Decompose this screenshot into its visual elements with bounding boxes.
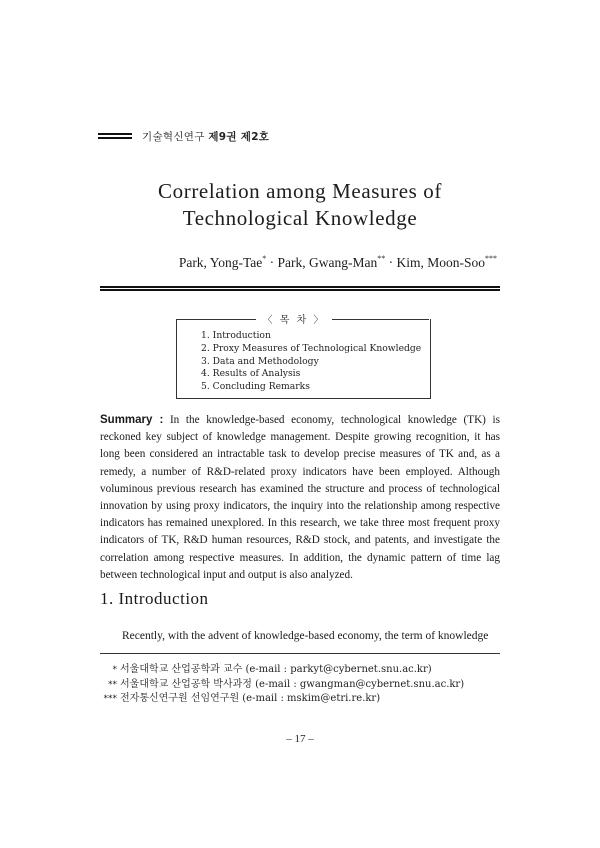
journal-name — [142, 129, 269, 144]
footnote-2 — [100, 678, 464, 693]
author-separator: · — [269, 255, 275, 270]
author-3-mark: *** — [485, 254, 497, 263]
author-separator: · — [388, 255, 394, 270]
paper-title-line-2: Technological Knowledge — [182, 206, 418, 230]
footnote-divider — [100, 653, 500, 654]
title-divider — [100, 286, 500, 291]
paper-title — [60, 178, 540, 232]
toc-border-left — [176, 319, 256, 320]
toc-heading: 〈 목 차 〉 — [262, 315, 326, 326]
author-1: Park, Yong-Tae — [178, 255, 263, 270]
abstract-label: Summary : — [100, 414, 164, 426]
author-2-mark: ** — [377, 254, 386, 263]
footnote-mark: * — [112, 665, 117, 675]
abstract-body: In the knowledge-based economy, technological knowledge (TK) is reckoned key subject of knowledge management. Despite growing recognition, it has long been considered an intractable task to develop precise measures of TK and, as a remedy, a number of R&D-related proxy indicators have been employed. Although voluminous previous research has examined the structure and process of technological innovation by using proxy indicators, the inquiry into the relationship among respective indicators has remained unexplored. In this research, we take three most frequent proxy indicators of TK, R&D human resources, R&D stock, and patents, and investigate the correlation among respective measures. In addition, the dynamic pattern of time lag between technological input and output is also analyzed. — [100, 414, 500, 581]
footnote-text: 서울대학교 산업공학 박사과정 (e-mail : gwangman@cybernet.snu.ac.kr) — [120, 678, 465, 690]
author-list — [179, 254, 497, 271]
footnote-mark: *** — [103, 694, 117, 704]
body-paragraph: Recently, with the advent of knowledge-based economy, the term of knowledge — [122, 630, 489, 642]
footnote-3 — [100, 692, 464, 707]
author-2: Park, Gwang-Man — [277, 255, 378, 270]
footnote-mark: ** — [108, 679, 117, 690]
toc-item-3: 3. Data and Methodology — [201, 355, 319, 367]
abstract — [100, 412, 500, 584]
author-3: Kim, Moon-Soo — [396, 255, 485, 270]
footnote-1 — [100, 663, 464, 678]
toc-item-4: 4. Results of Analysis — [201, 368, 301, 380]
page-number: – 17 – — [286, 733, 314, 745]
author-1-mark: * — [262, 254, 267, 263]
footnote-text: 서울대학교 산업공학과 교수 (e-mail : parkyt@cybernet.snu.ac.kr) — [120, 664, 432, 675]
toc-item-1: 1. Introduction — [201, 330, 271, 341]
header-rule-left — [98, 133, 132, 139]
section-heading-introduction: 1. Introduction — [100, 589, 209, 608]
journal-volume: 제9권 제2호 — [208, 130, 270, 143]
toc-item-5: 5. Concluding Remarks — [201, 381, 310, 393]
journal-title: 기술혁신연구 — [142, 130, 205, 143]
footnotes — [100, 663, 464, 707]
toc-item-2: 2. Proxy Measures of Technological Knowledge — [201, 342, 422, 354]
journal-header — [98, 126, 498, 146]
toc-list — [201, 330, 421, 394]
footnote-text: 전자통신연구원 선임연구원 (e-mail : mskim@etri.re.kr) — [120, 693, 381, 704]
paper-title-line-1: Correlation among Measures of — [158, 179, 442, 203]
toc-border-right — [332, 319, 429, 320]
